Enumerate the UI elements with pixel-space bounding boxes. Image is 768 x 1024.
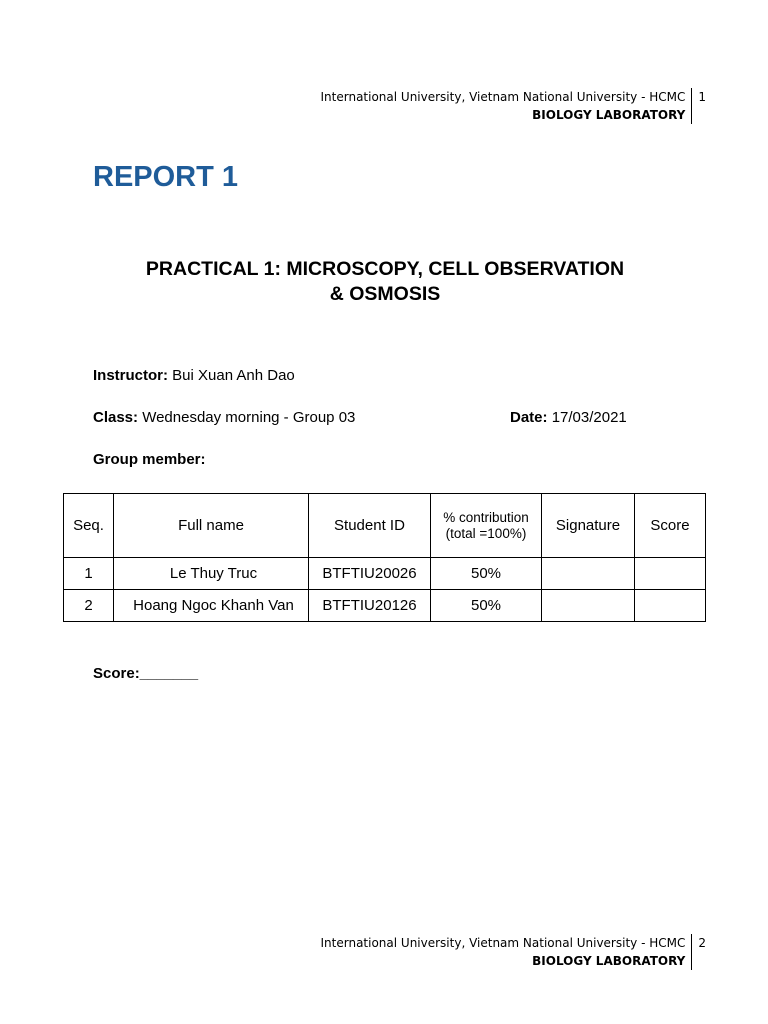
cell-signature — [542, 590, 635, 622]
cell-signature — [542, 558, 635, 590]
cell-contribution: 50% — [431, 590, 542, 622]
practical-title-line1: PRACTICAL 1: MICROSCOPY, CELL OBSERVATION — [145, 258, 625, 280]
header-contribution-line2: (total =100%) — [445, 525, 527, 541]
cell-seq: 1 — [64, 558, 114, 590]
group-members-table — [63, 493, 706, 622]
header-full-name: Full name — [114, 494, 309, 558]
group-member-text: Group member: — [93, 451, 206, 468]
header-text — [321, 88, 692, 124]
header-contribution — [431, 494, 542, 558]
instructor-label: Instructor: — [93, 367, 168, 384]
cell-score — [635, 558, 706, 590]
date-value: 17/03/2021 — [551, 409, 627, 426]
date-label: Date: — [510, 409, 548, 426]
cell-contribution: 50% — [431, 558, 542, 590]
score-line: Score:_______ — [93, 665, 199, 682]
header-lab: BIOLOGY LABORATORY — [532, 954, 686, 968]
header-score: Score — [635, 494, 706, 558]
header-seq: Seq. — [64, 494, 114, 558]
page-header-2 — [321, 934, 706, 970]
header-text — [321, 934, 692, 970]
page-header — [321, 88, 706, 124]
class-label: Class: — [93, 409, 139, 426]
header-university: International University, Vietnam National University - HCMC — [320, 90, 686, 104]
group-member-label — [93, 451, 206, 468]
cell-score — [635, 590, 706, 622]
table-row — [64, 590, 706, 622]
page-number: 1 — [691, 88, 706, 124]
cell-full-name: Le Thuy Truc — [114, 558, 309, 590]
header-contribution-line1: % contribution — [443, 509, 529, 525]
table-row — [64, 558, 706, 590]
report-title: REPORT 1 — [93, 161, 239, 193]
class-value: Wednesday morning - Group 03 — [142, 409, 356, 426]
practical-title — [80, 257, 690, 307]
page-number: 2 — [691, 934, 706, 970]
instructor-line — [93, 367, 295, 384]
cell-seq: 2 — [64, 590, 114, 622]
table-header-row — [64, 494, 706, 558]
date-line — [510, 409, 627, 426]
header-lab: BIOLOGY LABORATORY — [532, 108, 686, 122]
cell-student-id: BTFTIU20026 — [309, 558, 431, 590]
practical-title-line2: & OSMOSIS — [329, 283, 441, 305]
cell-full-name: Hoang Ngoc Khanh Van — [114, 590, 309, 622]
header-signature: Signature — [542, 494, 635, 558]
class-line — [93, 409, 355, 426]
header-university: International University, Vietnam National University - HCMC — [320, 936, 686, 950]
instructor-value: Bui Xuan Anh Dao — [172, 367, 295, 384]
cell-student-id: BTFTIU20126 — [309, 590, 431, 622]
header-student-id: Student ID — [309, 494, 431, 558]
